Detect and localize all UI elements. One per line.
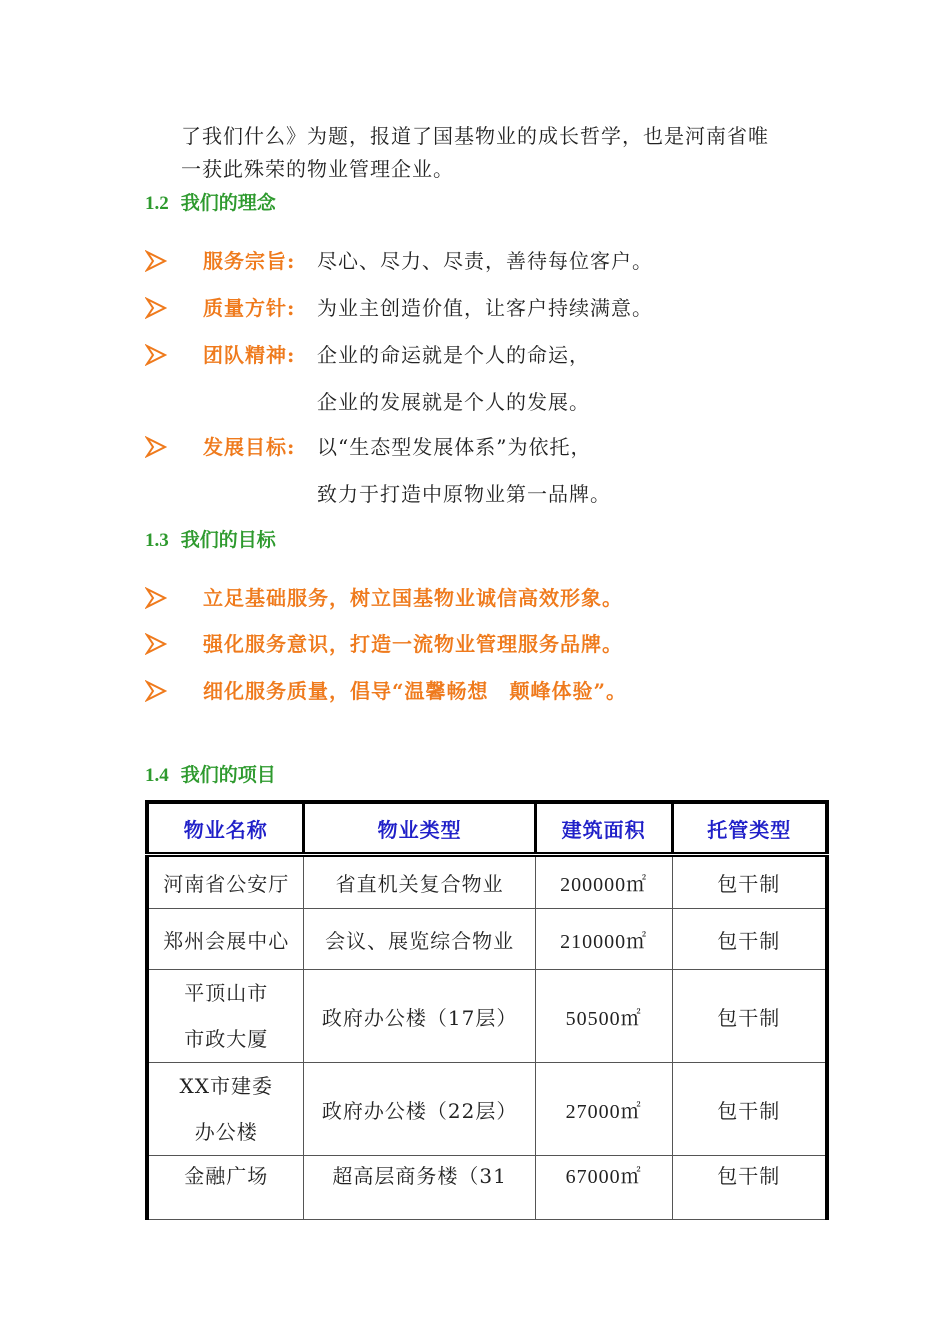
property-name: 金融广场 (147, 1156, 304, 1220)
philosophy-label: 服务宗旨: (203, 249, 296, 273)
section-title: 我们的目标 (180, 529, 276, 551)
philosophy-value: 为业主创造价值，让客户持续满意。 (317, 296, 653, 320)
philosophy-label: 发展目标: (203, 435, 296, 459)
property-name (147, 1063, 304, 1156)
property-name-line: 市政大厦 (184, 1027, 269, 1051)
philosophy-continuation: 企业的发展就是个人的发展。 (317, 390, 590, 414)
section-number: 1.3 (145, 530, 169, 551)
arrow-bullet-icon (145, 344, 167, 366)
table-row (147, 1156, 827, 1220)
intro-line-1: 了我们什么》为题，报道了国基物业的成长哲学，也是河南省唯 (181, 124, 769, 148)
philosophy-label: 质量方针: (203, 296, 296, 320)
column-header: 物业名称 (147, 802, 304, 855)
section-heading-philosophy (145, 188, 276, 215)
table-row (147, 1063, 827, 1156)
property-name: 郑州会展中心 (147, 909, 304, 970)
floor-area: 50500㎡ (535, 970, 672, 1063)
arrow-bullet-icon (145, 436, 167, 458)
section-heading-projects (145, 760, 276, 787)
philosophy-value: 以“生态型发展体系”为依托， (317, 435, 592, 459)
arrow-bullet-icon (145, 633, 167, 655)
property-type: 政府办公楼（17层） (304, 970, 535, 1063)
property-type: 政府办公楼（22层） (304, 1063, 535, 1156)
management-type: 包干制 (672, 1063, 827, 1156)
table-row (147, 970, 827, 1063)
arrow-bullet-icon (145, 680, 167, 702)
arrow-bullet-icon (145, 587, 167, 609)
floor-area: 67000㎡ (535, 1156, 672, 1220)
management-type: 包干制 (672, 1156, 827, 1220)
table-row (147, 909, 827, 970)
section-title: 我们的项目 (180, 764, 276, 786)
section-title: 我们的理念 (180, 192, 276, 214)
property-name (147, 970, 304, 1063)
goal-text: 立足基础服务，树立国基物业诚信高效形象。 (203, 586, 623, 610)
column-header: 物业类型 (304, 802, 535, 855)
property-name-line: 平顶山市 (184, 981, 269, 1005)
management-type: 包干制 (672, 970, 827, 1063)
goal-text: 强化服务意识，打造一流物业管理服务品牌。 (203, 632, 623, 656)
property-type: 超高层商务楼（31 (304, 1156, 535, 1220)
property-name: 河南省公安厅 (147, 855, 304, 909)
property-name-line: 办公楼 (194, 1120, 258, 1144)
floor-area: 27000㎡ (535, 1063, 672, 1156)
management-type: 包干制 (672, 855, 827, 909)
arrow-bullet-icon (145, 297, 167, 319)
projects-table (145, 800, 829, 1220)
column-header: 建筑面积 (535, 802, 672, 855)
table-row (147, 855, 827, 909)
floor-area: 210000㎡ (535, 909, 672, 970)
property-type: 省直机关复合物业 (304, 855, 535, 909)
section-heading-goals (145, 525, 276, 552)
philosophy-value: 企业的命运就是个人的命运， (317, 343, 590, 367)
property-name-line: XX市建委 (179, 1074, 273, 1098)
intro-line-2: 一获此殊荣的物业管理企业。 (181, 157, 454, 181)
intro-paragraph (181, 120, 821, 186)
floor-area: 200000㎡ (535, 855, 672, 909)
property-type: 会议、展览综合物业 (304, 909, 535, 970)
philosophy-label: 团队精神: (203, 343, 296, 367)
philosophy-value: 尽心、尽力、尽责，善待每位客户。 (317, 249, 653, 273)
section-number: 1.2 (145, 193, 169, 214)
goal-text: 细化服务质量，倡导“温馨畅想 颠峰体验”。 (203, 679, 628, 703)
philosophy-continuation: 致力于打造中原物业第一品牌。 (317, 482, 611, 506)
table-header-row (147, 802, 827, 855)
section-number: 1.4 (145, 765, 169, 786)
arrow-bullet-icon (145, 250, 167, 272)
management-type: 包干制 (672, 909, 827, 970)
column-header: 托管类型 (672, 802, 827, 855)
